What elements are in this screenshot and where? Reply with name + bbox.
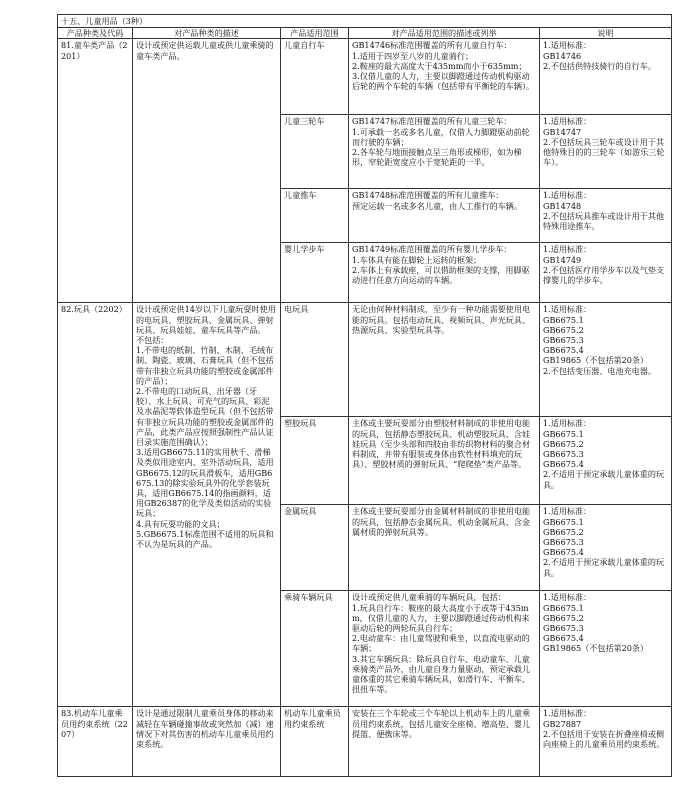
scope-notes: 1.适用标准： GB6675.1 GB6675.2 GB6675.3 GB6675.4 2.不适用于预定承载儿童体重的玩具。 (540, 505, 672, 591)
scope-desc: GB14747标准范围覆盖的所有儿童三轮车： 1.可承载一名或多名儿童，仅借人力脚蹬驱动前轮而行驶的车辆； 2.各车轮与地面接触点呈三角形或梯形，如为梯形，窄轮距宽度应小于宽轮距的一半。 (349, 115, 540, 189)
table-row (58, 303, 672, 417)
scope-desc: 主体或主要玩耍部分由塑胶材料制成的非使用电能的玩具，包括静态塑胶玩具、机动塑胶玩具、含娃娃玩具（至少头部和四肢由非纺织物材料的聚合材料制成，并带有服装或身体由软性材料填充的玩具）、塑胶材质的弹射玩具、“爬爬垫”类产品等。 (349, 417, 540, 505)
scope-desc: 安装在三个车轮或三个车轮以上机动车上的儿童乘员用约束系统，包括儿童安全座椅、增高垫、婴儿提篮、便携床等。 (349, 707, 540, 777)
category-name: 83.机动车儿童乘员用约束系统（2207） (58, 707, 133, 777)
category-desc: 设计或预定供运载儿童或供儿童乘骑的童车类产品。 (133, 39, 281, 303)
scope-desc: 设计或预定供儿童乘骑的车辆玩具，包括： 1.玩具自行车：鞍座的最大高度小于或等于435mm，仅借儿童的人力，主要以脚蹬通过传动机构来驱动后轮的两轮玩具自行车； 2.电动童车：由儿童驾驶和乘坐，以直流电驱动的车辆； 3.其它车辆玩具：除玩具自行车、电动童车、儿童乘骑类产品外，由儿童自身力量驱动，预定承载儿童体重的其它乘骑车辆玩具，如滑行车、平衡车、扭扭车等。 (349, 591, 540, 707)
scope-notes: 1.适用标准： GB6675.1 GB6675.2 GB6675.3 GB6675.4 GB19865（不包括第20条） 2.不包括变压器、电池充电器。 (540, 303, 672, 417)
category-name: 81.童车类产品（2201） (58, 39, 133, 303)
scope-desc: GB14748标准范围覆盖的所有儿童推车： 预定运载一名或多名儿童，由人工推行的车辆。 (349, 189, 540, 243)
header-row (58, 28, 672, 39)
scope-name: 乘骑车辆玩具 (281, 591, 349, 707)
header-scope: 产品适用范围 (281, 28, 349, 39)
header-notes: 说明 (540, 28, 672, 39)
section-title: 十五、儿童用品（3种） (58, 15, 672, 28)
section-row (58, 15, 672, 28)
scope-name: 婴儿学步车 (281, 243, 349, 303)
table-row (58, 39, 672, 115)
scope-notes: 1.适用标准： GB14746 2.不包括供特技骑行的自行车。 (540, 39, 672, 115)
scope-notes: 1.适用标准： GB6675.1 GB6675.2 GB6675.3 GB6675.4 2.不适用于预定承载儿童体重的玩具。 (540, 417, 672, 505)
scope-name: 儿童推车 (281, 189, 349, 243)
product-catalog-table (57, 14, 672, 777)
scope-notes: 1.适用标准： GB14749 2.不包括医疗用学步车以及气垫支撑婴儿的学步车。 (540, 243, 672, 303)
scope-desc: 无论由何种材料制成，至少有一种功能需要使用电能的玩具。包括电动玩具、视频玩具、声光玩具、热源玩具、实验型玩具等。 (349, 303, 540, 417)
table-row (58, 707, 672, 777)
scope-notes: 1.适用标准： GB14748 2.不包括玩具推车或设计用于其他特殊用途推车。 (540, 189, 672, 243)
scope-name: 儿童自行车 (281, 39, 349, 115)
scope-name: 电玩具 (281, 303, 349, 417)
scope-notes: 1.适用标准： GB6675.1 GB6675.2 GB6675.3 GB6675.4 GB19865（不包括第20条） (540, 591, 672, 707)
scope-desc: GB14746标准范围覆盖的所有儿童自行车： 1.适用于四岁至八岁的儿童骑行； 2.鞍座的最大高度大于435mm而小于635mm； 3.仅借儿童的人力，主要以脚蹬通过传动机构驱动后轮的两个车轮的车辆（包括带有平衡轮的车辆）。 (349, 39, 540, 115)
scope-notes: 1.适用标准： GB14747 2.不包括玩具三轮车或设计用于其他特殊目的的三轮车（如游乐三轮车）。 (540, 115, 672, 189)
scope-name: 塑胶玩具 (281, 417, 349, 505)
scope-name: 金属玩具 (281, 505, 349, 591)
header-category-desc: 对产品种类的描述 (133, 28, 281, 39)
scope-desc: 主体或主要玩耍部分由金属材料制成的非使用电能的玩具，包括静态金属玩具、机动金属玩具、含金属材质的弹射玩具等。 (349, 505, 540, 591)
scope-notes: 1.适用标准： GB27887 2.不包括用于安装在折叠座椅或侧向座椅上的儿童乘员用约束系统。 (540, 707, 672, 777)
header-scope-desc: 对产品适用范围的描述或列举 (349, 28, 540, 39)
category-desc: 设计是通过限制儿童乘员身体的移动来减轻在车辆碰撞事故或突然加（减）速情况下对其伤害的机动车儿童乘员用约束系统。 (133, 707, 281, 777)
scope-name: 机动车儿童乘员用约束系统 (281, 707, 349, 777)
header-category: 产品种类及代码 (58, 28, 133, 39)
scope-desc: GB14749标准范围覆盖的所有婴儿学步车： 1.车体具有能在脚轮上运转的框架； 2.车体上有承载座，可以借助框架的支撑，用脚驱动进行任意方向运动的车辆。 (349, 243, 540, 303)
scope-name: 儿童三轮车 (281, 115, 349, 189)
category-name: 82.玩具（2202） (58, 303, 133, 707)
category-desc: 设计或预定供14岁以下儿童玩耍时使用的电玩具、塑胶玩具、金属玩具、弹射玩具、玩具娃娃、童车玩具等产品。 不包括： 1.不带电的纸制、竹制、木制、毛绒布制、陶瓷、玻璃、石膏玩具（但不包括带有非独立玩具功能的塑胶或金属部件的产品）； 2.不带电的口动玩具、出牙器（牙胶）、水上玩具、可充气的玩具、彩泥及水晶泥等软体造型玩具（但不包括带有非独立玩具功能的塑胶或金属部件的产品，此类产品应按照强制性产品认证目录实施范围确认）； 3.适用GB6675.11的实用秋千、滑梯及类似用途室内、室外活动玩具，适用GB6675.12的玩具滑板车，适用GB6675.13的除实验玩具外的化学套装玩具，适用GB6675.14的指画颜料，适用GB26387的化学及类似活动的实验玩具； 4.具有玩耍功能的文具； 5.GB6675.1标准范围不适用的玩具和不认为是玩具的产品。 (133, 303, 281, 707)
